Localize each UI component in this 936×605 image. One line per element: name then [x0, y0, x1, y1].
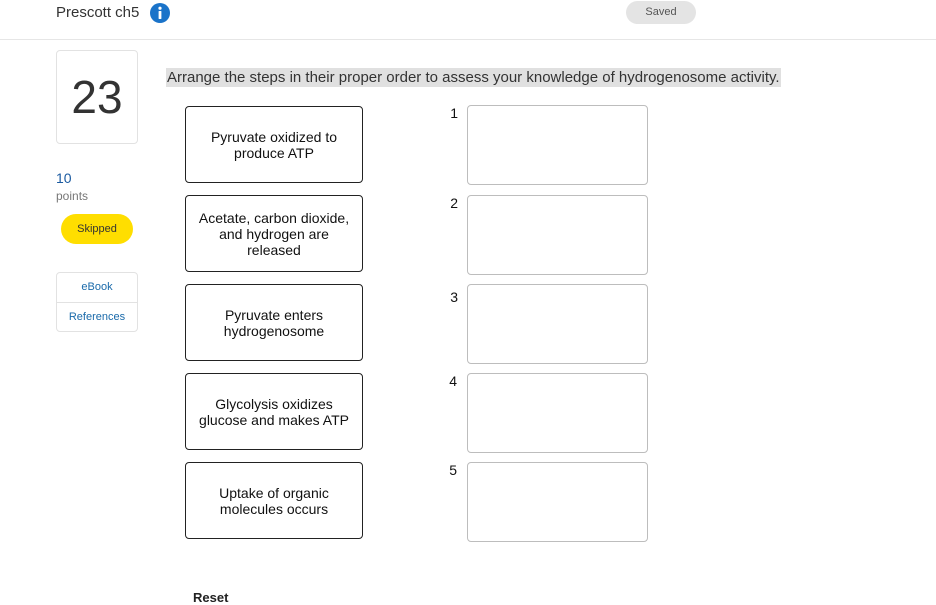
saved-status: Saved — [626, 1, 696, 24]
slot-number: 5 — [449, 462, 457, 478]
drop-slot[interactable] — [467, 462, 648, 542]
points-label: points — [56, 189, 89, 203]
slot-number: 1 — [450, 105, 458, 121]
points-value: 10 — [56, 170, 72, 186]
assignment-title: Prescott ch5 — [56, 4, 140, 21]
drop-slot[interactable] — [467, 373, 648, 453]
info-icon[interactable] — [150, 3, 170, 23]
resources-panel — [56, 272, 138, 332]
ebook-link[interactable]: eBook — [81, 281, 113, 293]
slot-number: 3 — [450, 289, 458, 305]
question-number: 23 — [56, 50, 138, 144]
references-link[interactable]: References — [57, 302, 137, 332]
draggable-card[interactable]: Pyruvate enters hydrogenosome — [185, 284, 363, 361]
draggable-card[interactable]: Uptake of organic molecules occurs — [185, 462, 363, 539]
drop-slot[interactable] — [467, 105, 648, 185]
draggable-card[interactable]: Acetate, carbon dioxide, and hydrogen are released — [185, 195, 363, 272]
slot-number: 4 — [449, 373, 457, 389]
reset-button[interactable]: Reset — [193, 590, 229, 605]
slot-number: 2 — [450, 195, 458, 211]
question-prompt: Arrange the steps in their proper order to assess your knowledge of hydrogenosome activity. — [167, 69, 780, 86]
top-bar — [0, 0, 936, 40]
status-badge: Skipped — [61, 214, 133, 244]
draggable-card[interactable]: Glycolysis oxidizes glucose and makes ATP — [185, 373, 363, 450]
draggable-card[interactable]: Pyruvate oxidized to produce ATP — [185, 106, 363, 183]
drop-slot[interactable] — [467, 284, 648, 364]
drop-slot[interactable] — [467, 195, 648, 275]
